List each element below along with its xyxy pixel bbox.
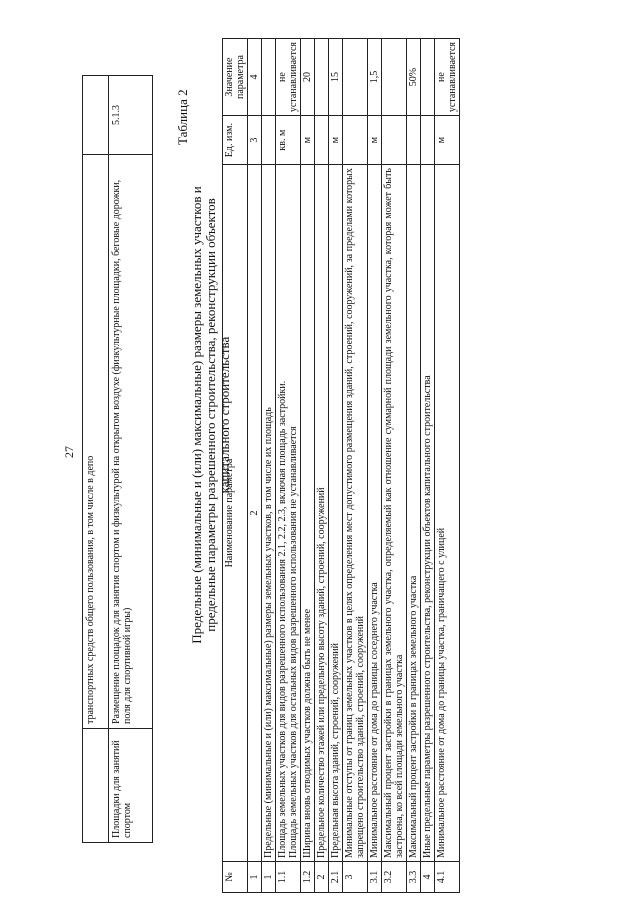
cell-code (83, 76, 109, 155)
top-table (82, 75, 153, 843)
cell-name: Площадь земельных участков для видов разрешенного использования 2.1, 2.2, 2.3, включая площадь застройки. Площадь земельных участков для остальных видов разрешенного использования не устанавливается (276, 165, 301, 862)
cell-name: Иные предельные параметры разрешенного строительства, реконструкции объектов капитального строительства (421, 165, 435, 862)
cell-desc: транспортных средств общего пользования, в том числе в депо (83, 155, 109, 729)
header-unit: Ед. изм. (223, 116, 248, 165)
cell-name (83, 729, 109, 843)
header-row (223, 39, 248, 893)
cell-name: Предельная высота зданий, строений, сооружений (329, 165, 343, 862)
cell-num: 2 (315, 862, 329, 893)
cell-desc: Размещение площадок для занятия спортом и физкультурой на открытом воздухе (физкультурные площадки, беговые дорожки, поля для спортивной игры) (109, 155, 153, 729)
col-number: 4 (248, 39, 262, 116)
table-row (382, 39, 407, 893)
cell-unit (421, 116, 435, 165)
cell-unit: м (435, 116, 460, 165)
cell-unit (382, 116, 407, 165)
cell-unit: м (329, 116, 343, 165)
cell-unit (343, 116, 368, 165)
table-title: Предельные (минимальные и (или) максимальные) размеры земельных участков и предельные параметры разрешенного строительства, реконструкции объектов капитального строительства (189, 186, 232, 644)
col-number: 1 (248, 862, 262, 893)
table-body (262, 39, 460, 893)
table-row (276, 39, 301, 893)
parameters-table (222, 38, 460, 893)
cell-value (382, 39, 407, 116)
cell-unit (262, 116, 276, 165)
cell-num: 3.2 (382, 862, 407, 893)
col-number: 2 (248, 165, 262, 862)
cell-name: Максимальный процент застройки в границах земельного участка (407, 165, 421, 862)
table-row (109, 76, 153, 843)
table-row (407, 39, 421, 893)
table-row (301, 39, 315, 893)
cell-value: 1,5 (368, 39, 382, 116)
cell-num: 1.2 (301, 862, 315, 893)
cell-value (421, 39, 435, 116)
cell-name: Минимальные отступы от границ земельных участков в целях определения мест допустимого размещения зданий, строений, сооружений, за пределами которых запрещено строительство зданий, строений, сооружений (343, 165, 368, 862)
cell-code: 5.1.3 (109, 76, 153, 155)
cell-num: 1 (262, 862, 276, 893)
table-row (343, 39, 368, 893)
cell-name: Предельные (минимальные и (или) максимальные) размеры земельных участков, в том числе их площадь (262, 165, 276, 862)
cell-name: Минимальное расстояние от дома до границы участка, граничащего с улицей (435, 165, 460, 862)
cell-num: 2.1 (329, 862, 343, 893)
header-name: Наименование параметра (223, 165, 248, 862)
cell-unit: кв. м (276, 116, 301, 165)
cell-unit (315, 116, 329, 165)
cell-name: Площадки для занятий спортом (109, 729, 153, 843)
col-number: 3 (248, 116, 262, 165)
table-row (368, 39, 382, 893)
cell-value: 50% (407, 39, 421, 116)
cell-value (262, 39, 276, 116)
table-caption: Таблица 2 (175, 89, 190, 145)
cell-unit: м (368, 116, 382, 165)
cell-name: Предельное количество этажей или предельную высоту зданий, строений, сооружений (315, 165, 329, 862)
cell-name: Максимальный процент застройки в границах земельного участка, определяемый как отношение суммарной площади земельного участка, которая может быть застроена, ко всей площади земельного участка (382, 165, 407, 862)
page-number: 27 (62, 446, 76, 458)
table-row (329, 39, 343, 893)
cell-num: 3.1 (368, 862, 382, 893)
cell-value: 15 (329, 39, 343, 116)
cell-num: 3.3 (407, 862, 421, 893)
cell-name: Ширина вновь отводимых участков должна быть не менее (301, 165, 315, 862)
cell-value: не устанавливается (435, 39, 460, 116)
table-row (315, 39, 329, 893)
cell-unit (407, 116, 421, 165)
cell-value: 20 (301, 39, 315, 116)
cell-num: 1.1 (276, 862, 301, 893)
cell-num: 4.1 (435, 862, 460, 893)
cell-unit: м (301, 116, 315, 165)
cell-value (315, 39, 329, 116)
cell-value (343, 39, 368, 116)
header-num: № (223, 862, 248, 893)
cell-num: 3 (343, 862, 368, 893)
column-number-row (248, 39, 262, 893)
table-row (262, 39, 276, 893)
cell-num: 4 (421, 862, 435, 893)
header-value: Значение параметра (223, 39, 248, 116)
table-row (421, 39, 435, 893)
cell-name: Минимальное расстояние от дома до границы соседнего участка (368, 165, 382, 862)
table-row (435, 39, 460, 893)
cell-value: не устанавливается (276, 39, 301, 116)
table-row (83, 76, 109, 843)
